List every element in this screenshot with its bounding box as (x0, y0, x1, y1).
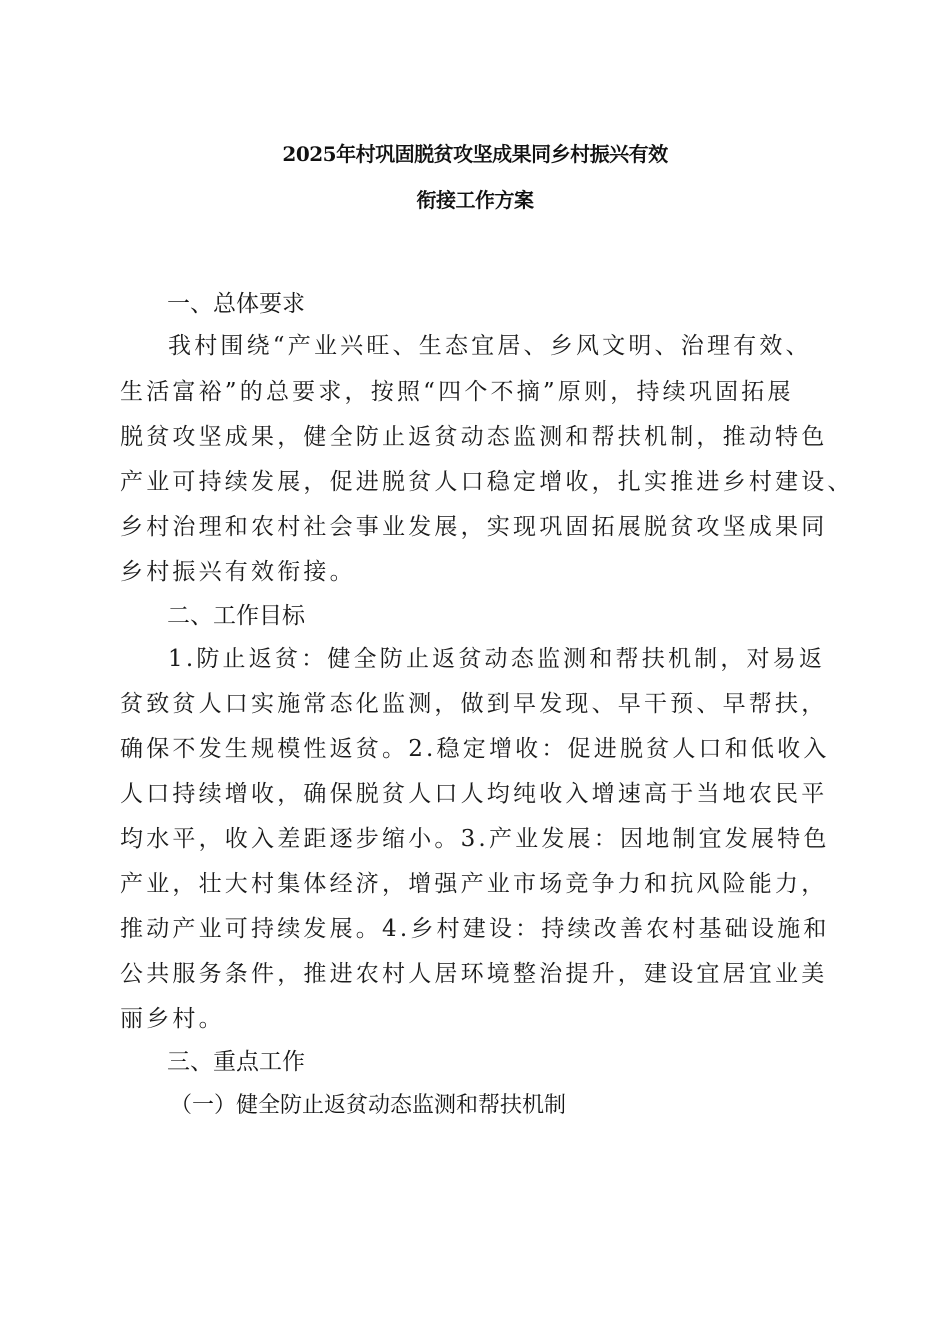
subsection-heading-1: （一）健全防止返贫动态监测和帮扶机制 (170, 1093, 567, 1118)
paragraph-line: 脱贫攻坚成果，健全防止返贫动态监测和帮扶机制，推动特色 (120, 424, 828, 450)
paragraph-line: 推动产业可持续发展。4.乡村建设：持续改善农村基础设施和 (120, 916, 830, 942)
section-heading-1: 一、总体要求 (167, 291, 305, 317)
paragraph-line: 乡村振兴有效衔接。 (120, 559, 356, 585)
paragraph-line: 人口持续增收，确保脱贫人口人均纯收入增速高于当地农民平 (120, 781, 828, 807)
paragraph-line: 产业可持续发展，促进脱贫人口稳定增收，扎实推进乡村建设、 (120, 469, 854, 495)
document-title-line-1: 2025年村巩固脱贫攻坚成果同乡村振兴有效 (282, 142, 668, 166)
section-heading-3: 三、重点工作 (167, 1049, 305, 1075)
paragraph-line: 贫致贫人口实施常态化监测，做到早发现、早干预、早帮扶， (120, 691, 828, 717)
paragraph-line: 丽乡村。 (120, 1006, 225, 1032)
paragraph-line: 乡村治理和农村社会事业发展，实现巩固拓展脱贫攻坚成果同 (120, 514, 828, 540)
section-heading-2: 二、工作目标 (167, 603, 305, 629)
paragraph-line: 产业，壮大村集体经济，增强产业市场竞争力和抗风险能力， (120, 871, 828, 897)
paragraph-line: 公共服务条件，推进农村人居环境整治提升，建设宜居宜业美 (120, 961, 828, 987)
paragraph-line: 生活富裕”的总要求，按照“四个不摘”原则，持续巩固拓展 (120, 379, 794, 405)
paragraph-line: 确保不发生规模性返贫。2.稳定增收：促进脱贫人口和低收入 (120, 736, 830, 762)
document-title-line-2: 衔接工作方案 (416, 188, 534, 212)
paragraph-line: 1.防止返贫：健全防止返贫动态监测和帮扶机制，对易返 (168, 646, 826, 672)
paragraph-line: 均水平，收入差距逐步缩小。3.产业发展：因地制宜发展特色 (120, 826, 830, 852)
paragraph-line: 我村围绕“产业兴旺、生态宜居、乡风文明、治理有效、 (168, 333, 812, 359)
